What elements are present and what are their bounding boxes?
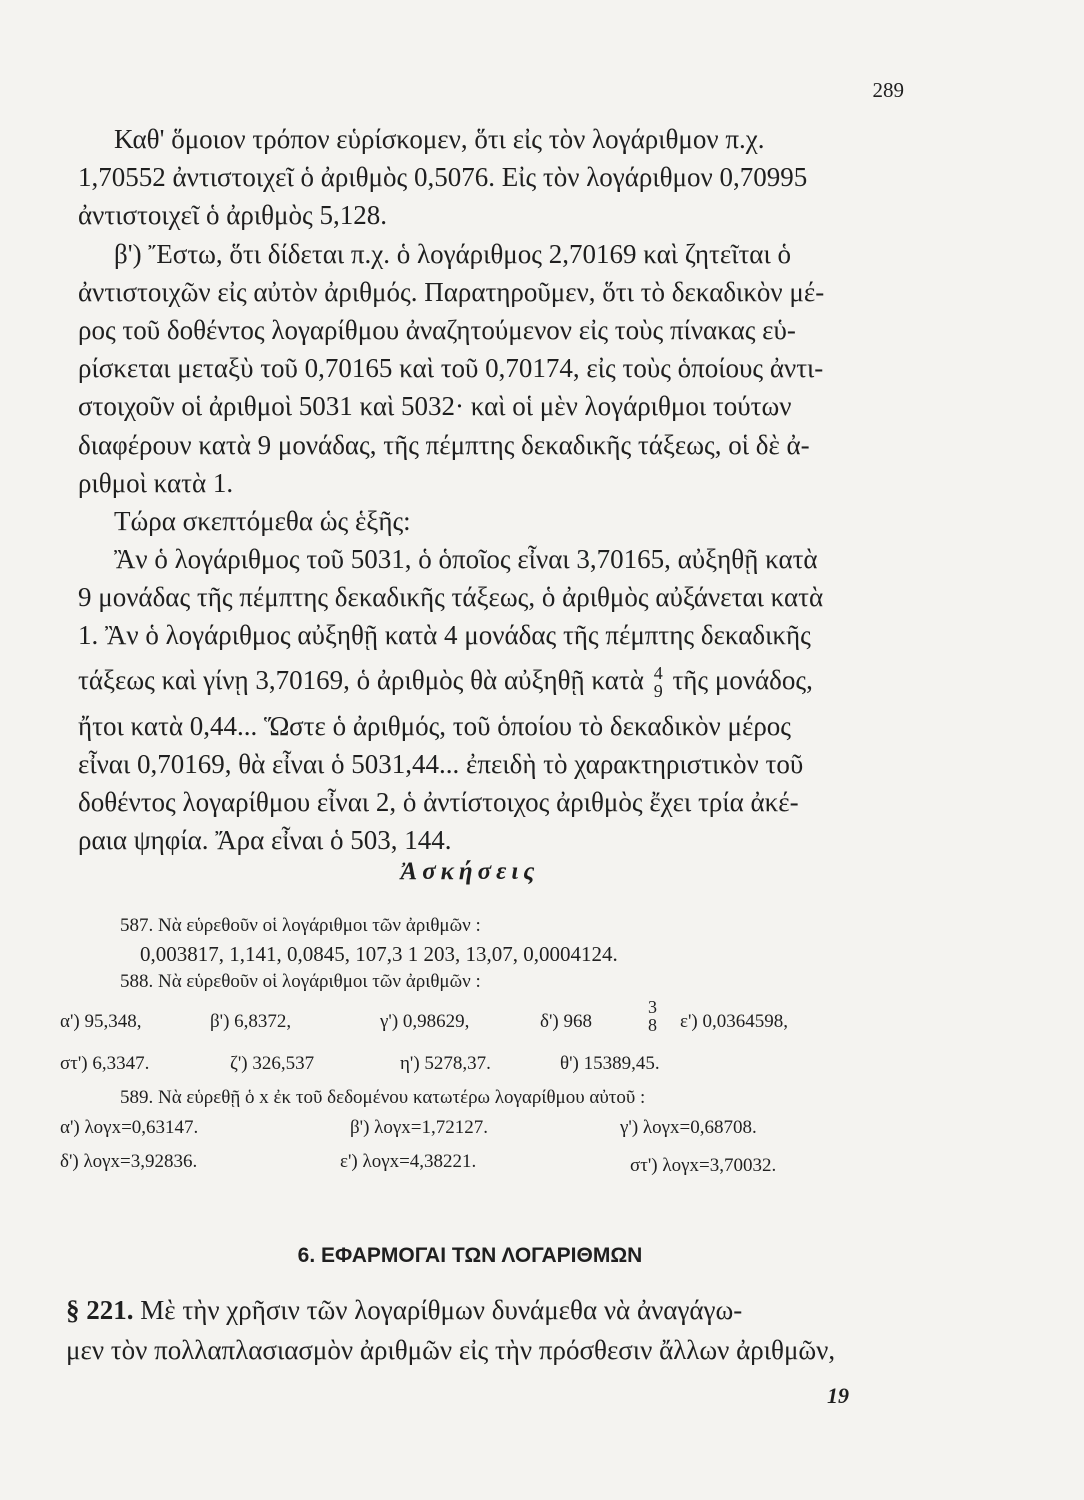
section-title: 6. ΕΦΑΡΜΟΓΑΙ ΤΩΝ ΛΟΓΑΡΙΘΜΩΝ (297, 1244, 643, 1267)
ex589-item-st: στ') λογx=3,70032. (630, 1155, 777, 1176)
ex588-item-d: δ') 968 (540, 1011, 592, 1032)
ex588-item-e: ε') 0,0364598, (680, 1011, 788, 1032)
fraction-line-after: τῆς μονάδος, (672, 664, 813, 695)
text-line: δοθέντος λογαρίθμου εἶναι 2, ὁ ἀντίστοιχος ἀριθμὸς ἔχει τρία ἀκέ- (78, 787, 799, 817)
ex589-item-c: γ') λογx=0,68708. (620, 1117, 757, 1138)
ex588-item-z: ζ') 326,537 (230, 1053, 315, 1074)
text-line: ριθμοὶ κατὰ 1. (78, 467, 234, 498)
text-line: διαφέρουν κατὰ 9 μονάδας, τῆς πέμπτης δεκαδικῆς τάξεως, οἱ δὲ ἀ- (78, 429, 810, 460)
text-line: ἤτοι κατὰ 0,44... Ὥστε ὁ ἀριθμός, τοῦ ὁποίου τὸ δεκαδικὸν μέρος (78, 710, 791, 741)
text-line: ἀντιστοιχῶν εἰς αὐτὸν ἀριθμός. Παρατηροῦμεν, ὅτι τὸ δεκαδικὸν μέ- (78, 276, 825, 307)
text-line: ἀντιστοιχεῖ ὁ ἀριθμὸς 5,128. (78, 200, 387, 231)
exercise-588-row-1 (60, 996, 920, 1044)
ex588-item-a: α') 95,348, (60, 1011, 142, 1032)
text-line: Ἂν ὁ λογάριθμος τοῦ 5031, ὁ ὁποῖος εἶναι 3,70165, αὐξηθῇ κατὰ (114, 544, 818, 575)
fraction-line (78, 655, 898, 707)
text-line: Τώρα σκεπτόμεθα ὡς ἑξῆς: (114, 505, 411, 536)
exercise-589-label: 589. Νὰ εὑρεθῇ ὁ x ἐκ τοῦ δεδομένου κατωτέρω λογαρίθμου αὐτοῦ : (120, 1087, 646, 1108)
exercise-589-row-2 (60, 1146, 920, 1180)
ex588-item-th: θ') 15389,45. (560, 1053, 660, 1074)
text-line: Καθ' ὅμοιον τρόπον εὑρίσκομεν, ὅτι εἰς τὸν λογάριθμον π.χ. (114, 124, 765, 154)
ex589-item-d: δ') λογx=3,92836. (60, 1151, 198, 1172)
text-line: ραια ψηφία. Ἄρα εἶναι ὁ 503, 144. (78, 825, 452, 856)
ex589-item-a: α') λογx=0,63147. (60, 1117, 199, 1138)
fraction-line-before: τάξεως καὶ γίνῃ 3,70169, ὁ ἀριθμὸς θὰ αὐξηθῇ κατὰ (78, 664, 644, 695)
final-line-2: μεν τὸν πολλαπλασιασμὸν ἀριθμῶν εἰς τὴν πρόσθεσιν ἄλλων ἀριθμῶν, (66, 1335, 836, 1365)
ex589-item-b: β') λογx=1,72127. (350, 1117, 488, 1138)
final-paragraph (66, 1290, 906, 1370)
exercise-587-label: 587. Νὰ εὑρεθοῦν οἱ λογάριθμοι τῶν ἀριθμῶν : (120, 915, 481, 936)
text-line: ρίσκεται μεταξὺ τοῦ 0,70165 καὶ τοῦ 0,70174, εἰς τοὺς ὁποίους ἀντι- (78, 353, 824, 384)
final-line-1-text: Μὲ τὴν χρῆσιν τῶν λογαρίθμων δυνάμεθα νὰ ἀναγάγω- (140, 1295, 743, 1325)
exercise-588-row-2 (60, 1044, 920, 1084)
exercises-block (60, 912, 920, 1180)
exercise-589-row-1 (60, 1112, 920, 1146)
ex588-fraction (648, 998, 657, 1034)
paragraph-mark: § 221. (66, 1295, 134, 1325)
text-line: 9 μονάδας τῆς πέμπτης δεκαδικῆς τάξεως, ὁ ἀριθμὸς αὐξάνεται κατὰ (78, 582, 824, 613)
text-line: 1. Ἂν ὁ λογάριθμος αὐξηθῇ κατὰ 4 μονάδας τῆς πέμπτης δεκαδικῆς (78, 620, 811, 651)
fraction (654, 664, 663, 700)
ex588-item-h: η') 5278,37. (400, 1053, 491, 1074)
ex588-item-b: β') 6,8372, (210, 1011, 292, 1032)
text-line: στοιχοῦν οἱ ἀριθμοὶ 5031 καὶ 5032· καὶ οἱ μὲν λογάριθμοι τούτων (78, 391, 792, 422)
exercises-heading: Ἀσκήσεις (400, 858, 540, 885)
text-line: 1,70552 ἀντιστοιχεῖ ὁ ἀριθμὸς 0,5076. Εἰς τὸν λογάριθμον 0,70995 (78, 162, 808, 193)
fraction-denominator: 9 (653, 681, 663, 702)
main-text (78, 120, 898, 859)
text-line: εἶναι 0,70169, θὰ εἶναι ὁ 5031,44... ἐπειδὴ τὸ χαρακτηριστικὸν τοῦ (78, 748, 804, 779)
text-line: ρος τοῦ δοθέντος λογαρίθμου ἀναζητούμενον εἰς τοὺς πίνακας εὑ- (78, 314, 796, 345)
ex588-fraction-denominator: 8 (648, 1015, 657, 1035)
final-line-1 (66, 1290, 906, 1330)
exercise-588-label: 588. Νὰ εὑρεθοῦν οἱ λογάριθμοι τῶν ἀριθμῶν : (120, 971, 481, 992)
fraction-numerator: 4 (653, 663, 663, 684)
exercise-587-values: 0,003817, 1,141, 0,0845, 107,3 1 203, 13,07, 0,0004124. (140, 942, 618, 966)
ex588-item-st: στ') 6,3347. (60, 1053, 150, 1074)
page-number: 289 (872, 78, 904, 102)
ex588-fraction-numerator: 3 (648, 997, 657, 1017)
text-line: β') Ἔστω, ὅτι δίδεται π.χ. ὁ λογάριθμος 2,70169 καὶ ζητεῖται ὁ (114, 238, 791, 269)
ex588-item-c: γ') 0,98629, (380, 1011, 470, 1032)
ex589-item-e: ε') λογx=4,38221. (340, 1151, 477, 1172)
signature-number: 19 (827, 1383, 849, 1408)
